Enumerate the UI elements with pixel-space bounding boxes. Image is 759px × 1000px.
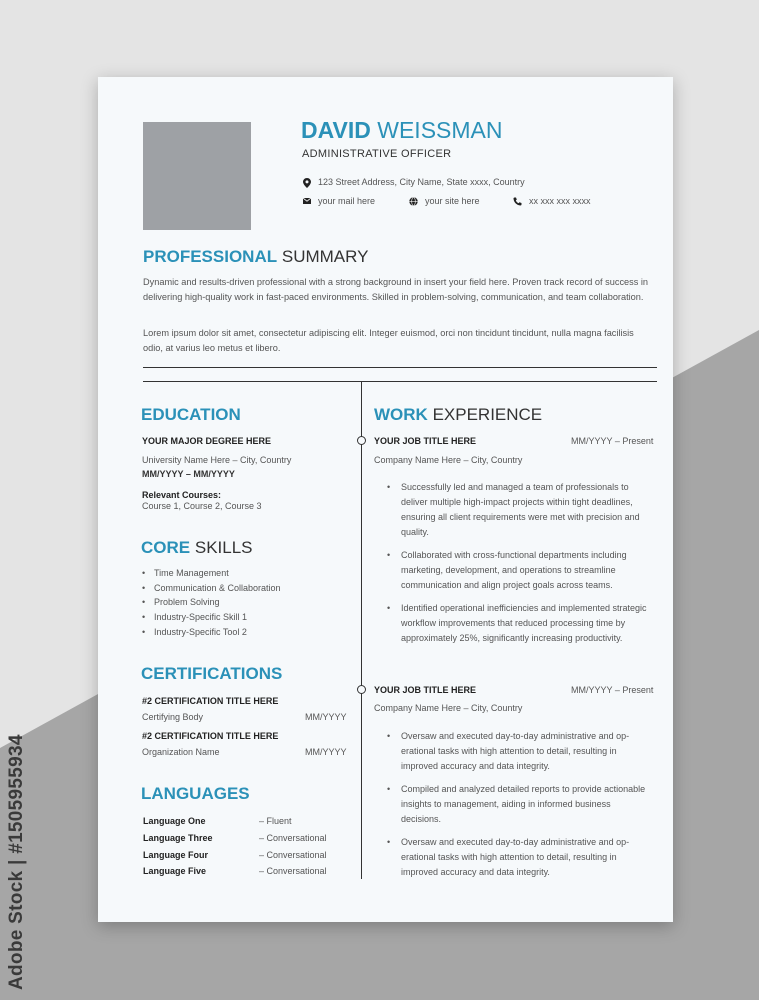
job-bullet: • Oversaw and executed day-to-day administrative and operational tasks with high attention to detail, resulting in improved accuracy and data integrity. [387, 729, 647, 774]
last-name: WEISSMAN [377, 117, 503, 143]
timeline-marker [357, 436, 366, 445]
stock-watermark: Adobe Stock | #1505955934 [6, 734, 27, 990]
language-level: – Fluent [259, 816, 292, 826]
column-divider [361, 381, 362, 879]
job-company: Company Name Here – City, Country [374, 455, 523, 465]
skill-item: • Problem Solving [142, 597, 281, 612]
job-dates: MM/YYYY – Present [571, 436, 654, 446]
email-text: your mail here [318, 196, 376, 206]
languages-heading-text: LANGUAGES [141, 784, 250, 803]
summary-heading-bold: PROFESSIONAL [143, 247, 278, 266]
skills-heading-bold: CORE [141, 538, 191, 557]
certifications-heading [141, 664, 282, 684]
location-icon [302, 178, 311, 187]
language-level: – Conversational [259, 833, 327, 843]
contact-email [302, 196, 375, 206]
skills-heading [141, 538, 253, 558]
first-name: DAVID [301, 117, 371, 143]
degree-title: YOUR MAJOR DEGREE HERE [142, 436, 272, 446]
education-heading-text: EDUCATION [141, 405, 241, 424]
language-name: Language One [143, 816, 206, 826]
certification-org: Certifying Body [142, 712, 204, 722]
job-company: Company Name Here – City, Country [374, 703, 523, 713]
resume-page [98, 77, 673, 922]
summary-paragraph-2: Lorem ipsum dolor sit amet, consectetur adipiscing elit. Integer euismod, orci non tincidunt tincidunt, nulla magna facilisis odio, at varius leo metus et libero. [143, 328, 634, 353]
profile-photo-placeholder [143, 122, 251, 230]
job-title: ADMINISTRATIVE OFFICER [302, 148, 452, 160]
language-name: Language Four [143, 850, 208, 860]
summary-heading [143, 247, 368, 267]
language-name: Language Three [143, 833, 213, 843]
work-heading-rest: EXPERIENCE [432, 405, 543, 424]
summary-heading-rest: SUMMARY [281, 247, 369, 266]
timeline-marker [357, 685, 366, 694]
work-heading-bold: WORK [374, 405, 428, 424]
skills-heading-rest: SKILLS [194, 538, 253, 557]
certification-org: Organization Name [142, 747, 220, 757]
site-text: your site here [425, 196, 480, 206]
languages-heading [141, 784, 250, 804]
skill-item: • Communication & Collaboration [142, 583, 281, 598]
mail-icon [302, 197, 311, 206]
job-bullet: • Oversaw and executed day-to-day administrative and operational tasks with high attention to detail, resulting in improved accuracy and data integrity. [387, 835, 647, 880]
courses-list: Course 1, Course 2, Course 3 [142, 501, 262, 511]
certification-date: MM/YYYY [305, 747, 347, 757]
education-dates: MM/YYYY – MM/YYYY [142, 469, 235, 479]
job-dates: MM/YYYY – Present [571, 685, 654, 695]
skill-item: • Industry-Specific Skill 1 [142, 612, 281, 627]
divider-top [143, 367, 657, 368]
job-bullet: • Identified operational inefficiencies and implemented strategic workflow improvements that reduced processing time by approximately 25%, significantly increasing productivity. [387, 601, 647, 646]
contact-site [409, 196, 480, 206]
job-bullet: • Compiled and analyzed detailed reports to provide actionable insights to management, aiding in informed business decisions. [387, 782, 647, 827]
contact-address [302, 177, 525, 187]
certification-title: #2 CERTIFICATION TITLE HERE [142, 731, 279, 741]
certification-title: #2 CERTIFICATION TITLE HERE [142, 696, 279, 706]
phone-text: xx xxx xxx xxxx [529, 196, 591, 206]
skill-item: • Time Management [142, 568, 281, 583]
work-heading [374, 405, 542, 425]
certification-date: MM/YYYY [305, 712, 347, 722]
summary-paragraph-1: Dynamic and results-driven professional with a strong background in insert your field here. Proven track record of success in delivering high-quality work in fast-paced environments. Skilled in problem-solving, communication, and team collaboration. [143, 277, 649, 302]
globe-icon [409, 197, 418, 206]
job-title: YOUR JOB TITLE HERE [374, 685, 477, 695]
job-title: YOUR JOB TITLE HERE [374, 436, 477, 446]
language-level: – Conversational [259, 866, 327, 876]
certifications-heading-text: CERTIFICATIONS [141, 664, 283, 683]
job-bullet: • Collaborated with cross-functional departments including marketing, development, and operations to streamline communication and align project goals across teams. [387, 548, 647, 593]
language-name: Language Five [143, 866, 207, 876]
address-text: 123 Street Address, City Name, State xxxx, Country [318, 177, 525, 187]
skill-item: • Industry-Specific Tool 2 [142, 627, 281, 642]
job-bullets [387, 729, 647, 880]
job-bullet: • Successfully led and managed a team of professionals to deliver multiple high-impact projects within tight deadlines, ensuring all client requirements were met with precision and quality. [387, 480, 647, 540]
education-heading [141, 405, 241, 425]
language-level: – Conversational [259, 850, 327, 860]
phone-icon [513, 197, 522, 206]
divider-bottom [143, 381, 657, 382]
contact-phone [513, 196, 591, 206]
job-bullets [387, 480, 647, 646]
courses-label: Relevant Courses: [142, 490, 222, 500]
skills-list [142, 568, 281, 641]
university-name: University Name Here – City, Country [142, 455, 292, 465]
candidate-name [301, 117, 502, 144]
